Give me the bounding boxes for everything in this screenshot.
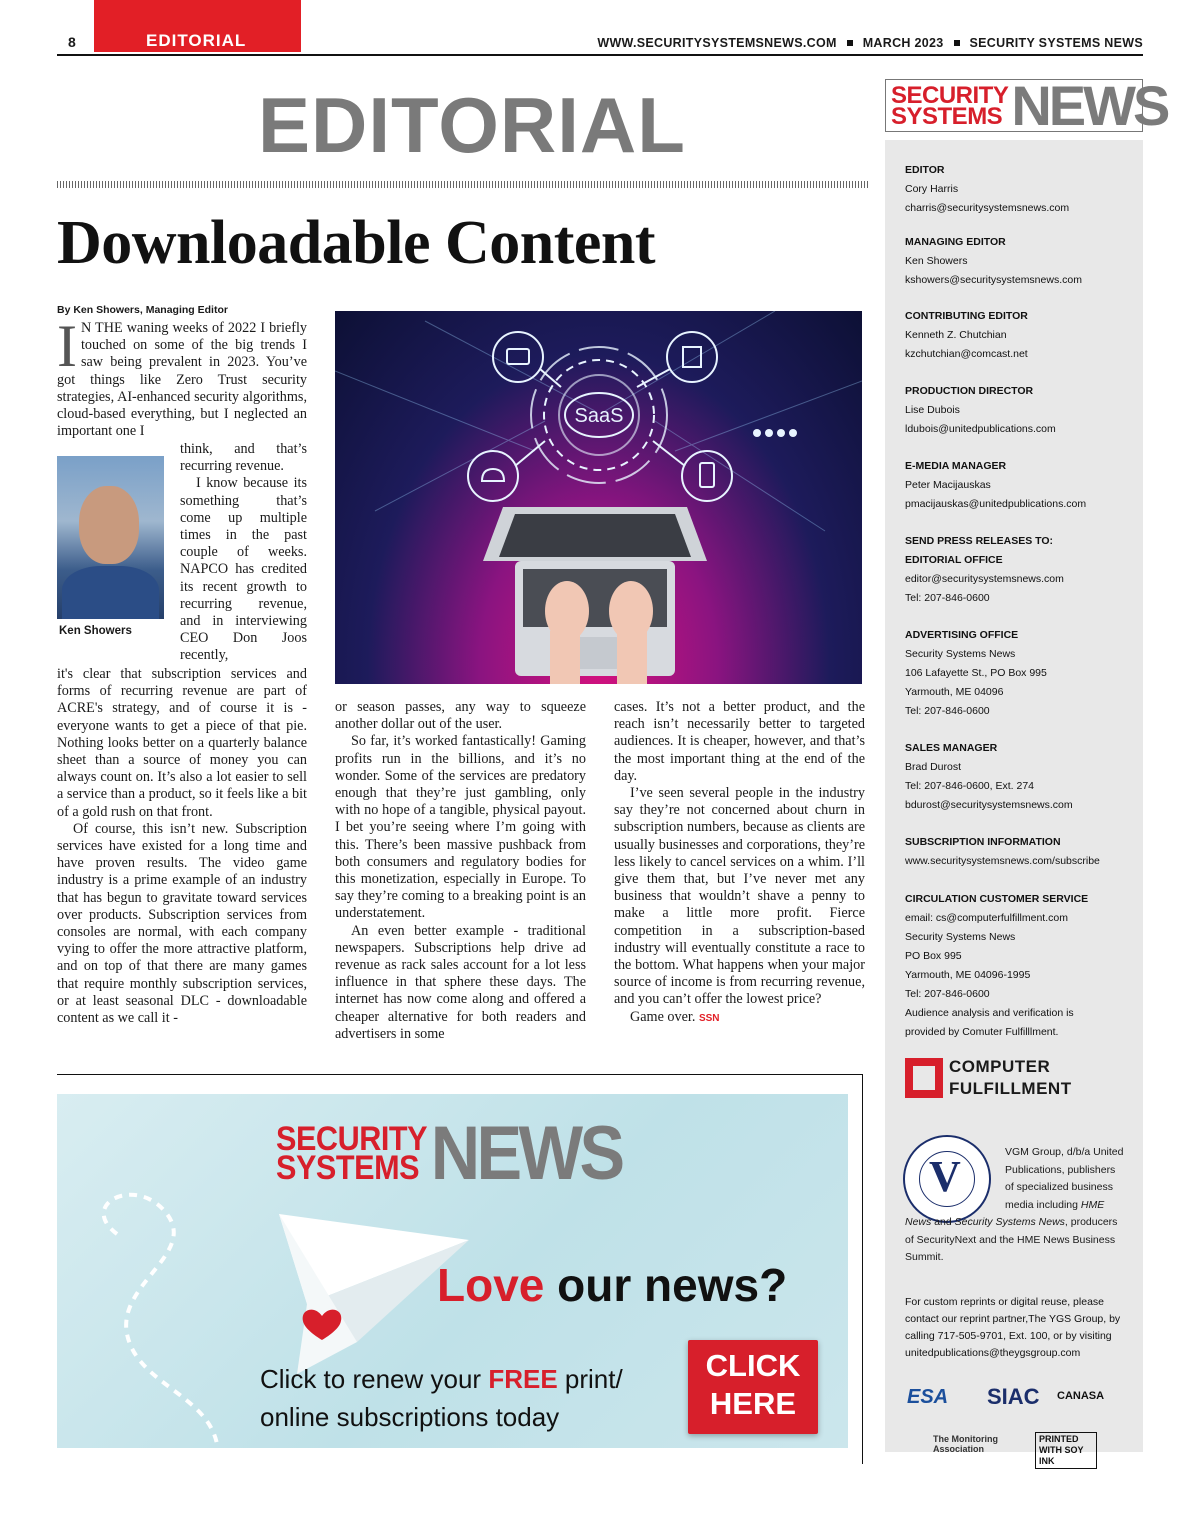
note-line: provided by Comuter Fulfilllment. <box>905 1026 1059 1038</box>
monitoring-association-logo: The Monitoring Association <box>933 1434 998 1454</box>
staff-editor <box>905 161 1130 218</box>
saas-label: SaaS <box>574 405 624 427</box>
dropcap: I <box>57 313 77 379</box>
staff-emedia-manager <box>905 457 1130 514</box>
paragraph-text: I know because its something that’s come up multiple times in the past couple of weeks. NAPCO has credited its recent growth to recurring revenue, and in interviewing CEO Don Joos recently, <box>180 475 307 664</box>
ad-subtext-free: FREE <box>488 1364 558 1394</box>
staff-title: ADVERTISING OFFICE <box>905 629 1019 641</box>
masthead-line <box>597 36 1143 50</box>
address-line: 106 Lafayette St., PO Box 995 <box>905 667 1047 679</box>
section-tab <box>94 0 301 52</box>
subscription-info <box>905 833 1130 871</box>
staff-title: SALES MANAGER <box>905 742 998 754</box>
vgm-italic: News <box>905 1216 932 1228</box>
canasa-logo: CANASA <box>1057 1390 1105 1402</box>
vgm-description <box>905 1144 1125 1267</box>
paragraph-text: Of course, this isn’t new. Subscription services have existed for a long time and have proven results. The video game industry is a prime example of an industry that has begun to gravitate toward services over products. Subscription services from consoles are normal, with each company vying to offer the more attractive platform, and on top of that there are many games that require monthly subscription services, or at least seasonal DLC - downloadable content as we call it - <box>57 820 307 1027</box>
separator-square <box>847 40 853 46</box>
staff-email[interactable]: kzchutchian@comcast.net <box>905 348 1028 360</box>
vgm-italic: Security Systems News <box>954 1216 1065 1228</box>
staff-name: Ken Showers <box>905 255 968 267</box>
hatch-divider <box>57 181 868 188</box>
sidebar-logo <box>885 73 1168 137</box>
ad-headline-rest: our news? <box>544 1259 788 1311</box>
vgm-line: media including <box>1005 1198 1081 1211</box>
staff-title: SEND PRESS RELEASES TO: <box>905 535 1054 547</box>
section-tab-label: EDITORIAL <box>146 31 247 50</box>
address-line: Security Systems News <box>905 931 1016 943</box>
staff-phone: Tel: 207-846-0600 <box>905 705 990 717</box>
staff-phone: Tel: 207-846-0600 <box>905 592 990 604</box>
paragraph-text: An even better example - traditional newspapers. Subscriptions help drive ad revenue as rack sales account for a lot less influence in that sphere these days. The internet has now come along and offered a cheaper alternative for both readers and advertisers in some <box>335 922 586 1042</box>
logo-word-systems: SYSTEMS <box>891 102 1003 130</box>
author-face <box>79 486 139 564</box>
ad-subtext-part: print/ <box>557 1364 623 1394</box>
paragraph-text: cases. It’s not a better product, and the reach isn’t necessarily better to targeted audiences. It is cheaper, however, and that’s the most important thing at the end of the day. <box>614 699 865 784</box>
note-line: Audience analysis and verification is <box>905 1007 1074 1019</box>
staff-name: Brad Durost <box>905 761 962 773</box>
staff-email[interactable]: kshowers@securitysystemsnews.com <box>905 274 1082 286</box>
paragraph-text: think, and that’s recurring revenue. <box>180 441 307 475</box>
paragraph-text: Game over. <box>630 1008 696 1025</box>
paragraph-text: or season passes, any way to squeeze another dollar out of the user. <box>335 699 586 733</box>
staff-title: SUBSCRIPTION INFORMATION <box>905 836 1061 848</box>
staff-managing-editor <box>905 233 1130 290</box>
button-line-2: HERE <box>709 1386 797 1421</box>
page-number: 8 <box>68 34 76 50</box>
paragraph-text: it's clear that subscription services and forms of recurring revenue are part of ACRE's strategy, and of course it is - everyone wants to get a piece of that pie. Nothing looks better on a quarterly balance sheet than a source of money you can always count on. It’s also a lot easier to sell a service than a product, so it feels like a bit of a gold rush on that front. <box>57 666 307 820</box>
article-column-1-bottom <box>57 666 307 1027</box>
reprint-notice: For custom reprints or digital reuse, please contact our reprint partner,The YGS Group, by calling 717-505-9701, Ext. 100, or by visiting unitedpublications@theygsgroup.com <box>905 1296 1121 1359</box>
article-headline: Downloadable Content <box>57 209 656 277</box>
staff-email[interactable]: pmacijauskas@unitedpublications.com <box>905 498 1087 510</box>
logo-word-news: NEWS <box>430 1111 622 1196</box>
ad-headline-love: Love <box>437 1259 545 1311</box>
staff-name: Cory Harris <box>905 183 959 195</box>
vgm-italic: HME <box>1080 1198 1105 1211</box>
logo-word-security: SECURITY <box>276 1120 428 1158</box>
esa-logo: ESA <box>907 1386 949 1408</box>
vgm-line: , producers <box>1064 1216 1118 1228</box>
masthead-issue: MARCH 2023 <box>862 36 944 50</box>
address-line: Yarmouth, ME 04096 <box>905 686 1004 698</box>
click-here-button[interactable] <box>688 1340 818 1434</box>
article-column-3 <box>614 699 865 1026</box>
vgm-line: VGM Group, d/b/a United <box>1005 1146 1124 1158</box>
end-mark: SSN <box>698 1012 720 1024</box>
address-line: Yarmouth, ME 04096-1995 <box>905 969 1031 981</box>
vgm-line: of specialized business <box>1005 1181 1113 1193</box>
author-shirt <box>62 566 159 619</box>
author-photo <box>57 456 164 619</box>
staff-email[interactable]: editor@securitysystemsnews.com <box>905 573 1064 585</box>
photo-caption: Ken Showers <box>59 625 132 637</box>
ad-subtext-part: Click to renew your <box>260 1364 489 1394</box>
address-line: Security Systems News <box>905 648 1016 660</box>
separator-square <box>954 40 960 46</box>
vgm-line: of SecurityNext and the HME News Business <box>905 1233 1116 1246</box>
article-column-1-wrap <box>180 441 307 665</box>
staff-title: PRODUCTION DIRECTOR <box>905 385 1034 397</box>
paragraph-text: So far, it’s worked fantastically! Gaming profits run in the billions, and it’s no wonder. Some of the services are predatory enough that they’re just gambling, only with no hope of a tangible, physical payout. I bet you’re seeing where I’m going with this. There’s been massive pushback from both consumers and regulatory bodies for this monetization, especially in Europe. To say they’re coming to a breaking point is an understatement. <box>335 733 586 922</box>
computer-fulfillment-logo <box>905 1056 1072 1100</box>
ad-subtext <box>260 1360 623 1436</box>
staff-email[interactable]: charris@securitysystemsnews.com <box>905 202 1070 214</box>
staff-contributing-editor <box>905 307 1130 364</box>
seal-v-letter: V <box>929 1152 961 1201</box>
article-column-2 <box>335 699 586 1043</box>
paragraph-text: N THE waning weeks of 2022 I briefly touched on some of the big trends I saw being prevalent in 2023. You’ve got things like Zero Trust security strategies, AI-enhanced security algorithms, cloud-based everything, but I neglected an important one I <box>57 320 307 440</box>
soy-ink-logo: PRINTED WITH SOY INK <box>1035 1432 1097 1469</box>
staff-name: Peter Macijauskas <box>905 479 991 491</box>
staff-title: CONTRIBUTING EDITOR <box>905 310 1028 322</box>
masthead-publication: SECURITY SYSTEMS NEWS <box>969 36 1143 50</box>
staff-name: Lise Dubois <box>905 404 960 416</box>
staff-title: E-MEDIA MANAGER <box>905 460 1007 472</box>
staff-title: MANAGING EDITOR <box>905 236 1006 248</box>
paragraph-text: I’ve seen several people in the industry say they’re not concerned about churn in subscription numbers, because as clients are usually businesses and corporations, they’re less likely to cancel services on a whim. I’ll give them that, but I’ve never met any business that wouldn’t shave a penny to make a little more profit. Fierce competition in a subscription-based industry will eventually constitute a race to the bottom. What happens when your major source of income is from recurring revenue, and you can’t offer the lowest price? <box>614 785 865 1008</box>
cf-logo-word: FULFILLMENT <box>949 1079 1072 1098</box>
staff-production-director <box>905 382 1130 439</box>
vgm-line: and <box>931 1216 955 1228</box>
staff-title: EDITOR <box>905 164 945 176</box>
circulation-service <box>905 890 1130 1042</box>
staff-email[interactable]: email: cs@computerfulfillment.com <box>905 912 1068 924</box>
cf-logo-word: COMPUTER <box>949 1057 1051 1076</box>
staff-email[interactable]: bdurost@securitysystemsnews.com <box>905 799 1073 811</box>
logo-word-security: SECURITY <box>891 81 1009 109</box>
staff-title: EDITORIAL OFFICE <box>905 554 1003 566</box>
staff-email[interactable]: ldubois@unitedpublications.com <box>905 423 1056 435</box>
laptop-icon <box>483 507 707 676</box>
masthead-url[interactable]: WWW.SECURITYSYSTEMSNEWS.COM <box>597 36 837 50</box>
siac-logo: SIAC <box>987 1384 1040 1409</box>
article-column-1-top <box>57 313 307 440</box>
staff-phone: Tel: 207-846-0600, Ext. 274 <box>905 780 1035 792</box>
header-rule <box>57 54 1143 56</box>
subscription-ad[interactable] <box>57 1094 848 1448</box>
hero-image-saas <box>335 311 862 684</box>
logo-word-news: NEWS <box>1011 73 1168 137</box>
logo-word-systems: SYSTEMS <box>276 1149 420 1187</box>
button-line-1: CLICK <box>705 1348 801 1383</box>
staff-sidebar <box>885 140 1143 1466</box>
byline: By Ken Showers, Managing Editor <box>57 304 228 316</box>
saas-illustration <box>335 311 862 684</box>
section-title: EDITORIAL <box>258 81 686 169</box>
staff-title: CIRCULATION CUSTOMER SERVICE <box>905 893 1089 905</box>
ad-subtext-part: online subscriptions today <box>260 1402 560 1432</box>
address-line: PO Box 995 <box>905 950 962 962</box>
sales-manager <box>905 739 1130 815</box>
cf-logo-icon <box>905 1058 943 1098</box>
press-releases <box>905 532 1130 608</box>
vgm-line: Summit. <box>905 1251 944 1263</box>
vgm-line: Publications, publishers <box>1005 1163 1116 1176</box>
subscription-link[interactable]: www.securitysystemsnews.com/subscribe <box>905 855 1100 867</box>
ad-headline <box>437 1258 787 1312</box>
staff-name: Kenneth Z. Chutchian <box>905 329 1007 341</box>
advertising-office <box>905 626 1130 721</box>
staff-phone: Tel: 207-846-0600 <box>905 988 990 1000</box>
